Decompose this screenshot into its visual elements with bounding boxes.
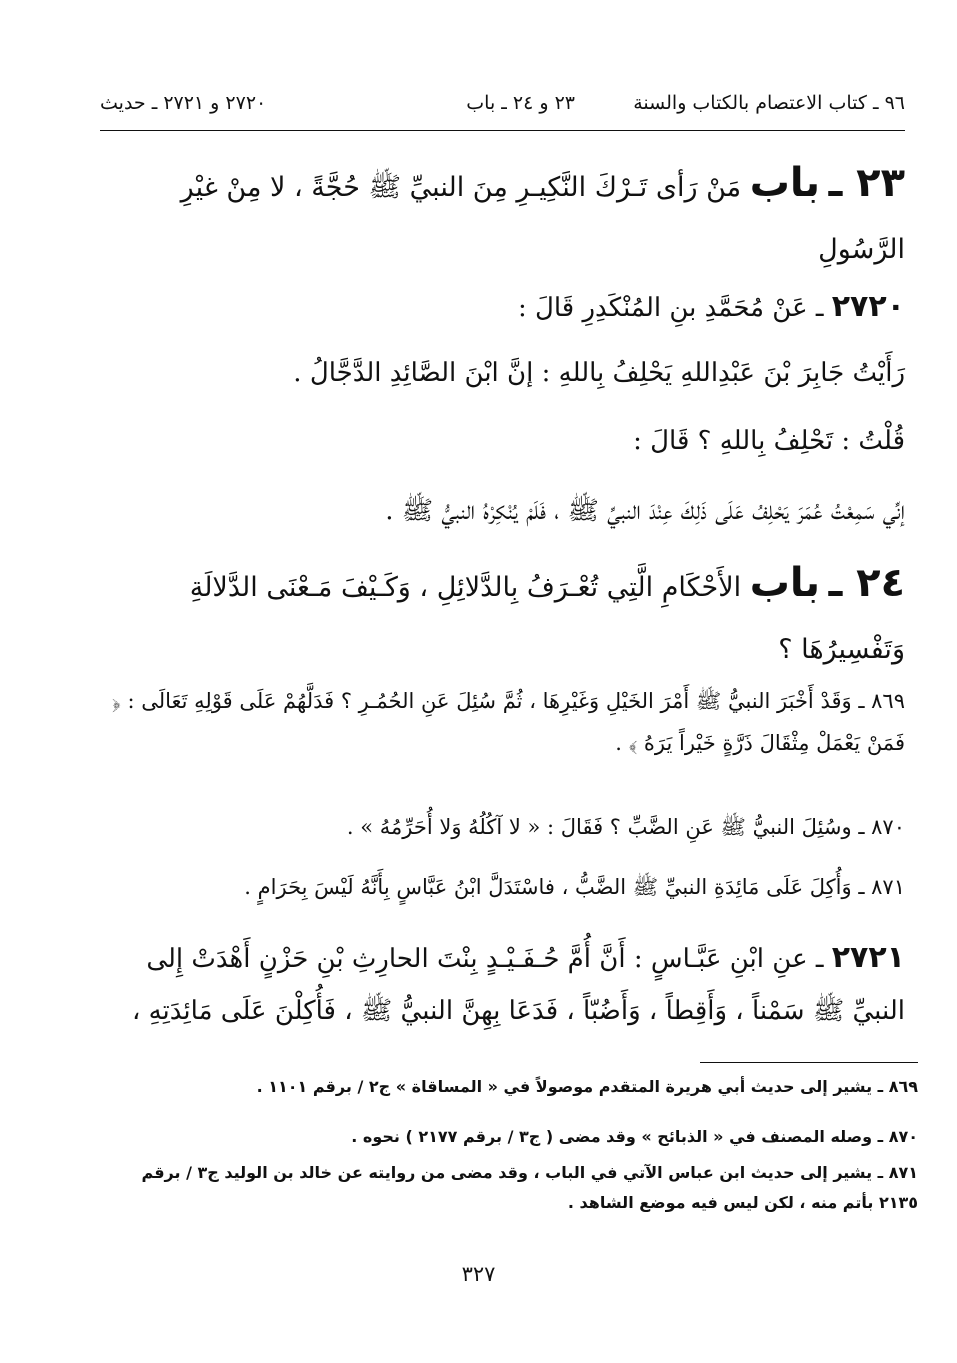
header-chapter-range: ٢٣ و ٢٤ ـ باب [466,92,575,114]
chapter-bab-word: باب [749,160,820,206]
hadith-2720-intro [100,282,905,333]
hadith-number: ٢٧٢٠ [831,289,905,324]
page-number: ٣٢٧ [461,1262,496,1286]
chapter-bab-word: باب [749,560,820,606]
header-book-title: ٩٦ ـ كتاب الاعتصام بالكتاب والسنة [633,92,905,114]
footnote-divider [700,1062,918,1063]
hadith-2720-line-2: قُلْتُ : تَحْلِفُ بِاللهِ ؟ قَالَ : [633,426,905,456]
hadith-text: ـ عنِ ابْنِ عَبَّـاسٍ : أَنَّ أُمَّ حُـفَـيْـدٍ بِنْتَ الحارِثِ بْنِ حَزْنٍ أَهْدَتْ إِلى النبيِّ ﷺ سَمْناً ، وَأَقِطاً ، وَأَضُبّاً ، فَدَعَا بِهِنَّ النبيُّ ﷺ ، فَأُكِلْنَ عَلَى مَائِدَتِهِ ، [131,944,905,1026]
hadith-number: ٢٧٢١ [831,940,905,975]
chapter-24-heading [100,552,905,681]
running-header [100,92,905,126]
chapter-23-heading [100,152,905,281]
footnote-870: ٨٧٠ ـ وصله المصنف في « الذبائح » وقد مضى ( ج٣ / برقم ٢١٧٧ ) نحوه . [351,1127,918,1146]
chapter-title: مَنْ رَأى تَـرْكَ النَّكِيـرِ مِنَ النبيِّ ﷺ حُجَّةً ، لا مِنْ غيْرِ الرَّسُولِ [180,172,905,265]
chapter-number: ٢٤ ـ [828,560,905,606]
commentary-871: ٨٧١ ـ وَأُكِلَ عَلَى مَائِدَةِ النبيِّ ﷺ الضَّبُّ ، فاسْتَدَلَّ ابْنُ عَبَّاسٍ بِأَنَّهُ لَيْسَ بِحَرَامٍ . [244,875,905,899]
footnote-871: ٨٧١ ـ يشير إلى حديث ابن عباس الآتي في الباب ، وقد مضى من روايته عن خالد بن الوليد ج٣ / برقم ٢١٣٥ بأتم منه ، لكن ليس فيه موضع الشاهد . [141,1163,918,1212]
hadith-2720-line-3: إنِّي سَمِعْتُ عُمَرَ يَحْلِفُ عَلَى ذَلِكَ عِنْدَ النبيِّ ﷺ ، فَلَمْ يُنْكِرْهُ النبيُّ ﷺ . [385,496,905,526]
chapter-title: الأَحْكَامِ الَّتِي تُعْـرَفُ بِالدَّلائِلِ ، وَكَـيْفَ مَـعْنَى الدَّلالَةِ وَتَفْسِيرُهَا ؟ [189,572,905,665]
header-divider [100,130,905,131]
hadith-2720-line-1: رَأَيْتُ جَابِرَ بْنَ عَبْدِاللهِ يَحْلِفُ بِاللهِ : إنَّ ابْنَ الصَّائِدِ الدَّجَّالُ . [293,358,905,388]
header-hadith-range: ٢٧٢٠ و ٢٧٢١ ـ حديث [100,92,267,114]
hadith-isnad: ـ عَنْ مُحَمَّدِ بنِ المُنْكَدِرِ قَالَ : [517,293,824,323]
commentary-870: ٨٧٠ ـ وسُئِلَ النبيُّ ﷺ عَنِ الضَّبِّ ؟ فَقَالَ : « لا آكُلُهُ وَلا أُحَرِّمُهُ » . [346,815,905,839]
commentary-869: ٨٦٩ ـ وَقَدْ أَخْبَرَ النبيُّ ﷺ أَمْرَ الخَيْلِ وَغَيْرِهَا ، ثُمَّ سُئِلَ عَنِ الحُمُـرِ ؟ فَدَلَّهُمْ عَلَى قَوْلِهِ تَعَالَى : ﴿ فَمَنْ يَعْمَلْ مِثْقَالَ ذَرَّةٍ خَيْراً يَرَهُ ﴾ . [112,689,905,755]
chapter-number: ٢٣ ـ [828,160,905,206]
hadith-2721 [100,932,905,1037]
footnote-869: ٨٦٩ ـ يشير إلى حديث أبي هريرة المتقدم موصولاً في « المساقاة » ج٢ / برقم ١١٠١ . [256,1077,918,1096]
